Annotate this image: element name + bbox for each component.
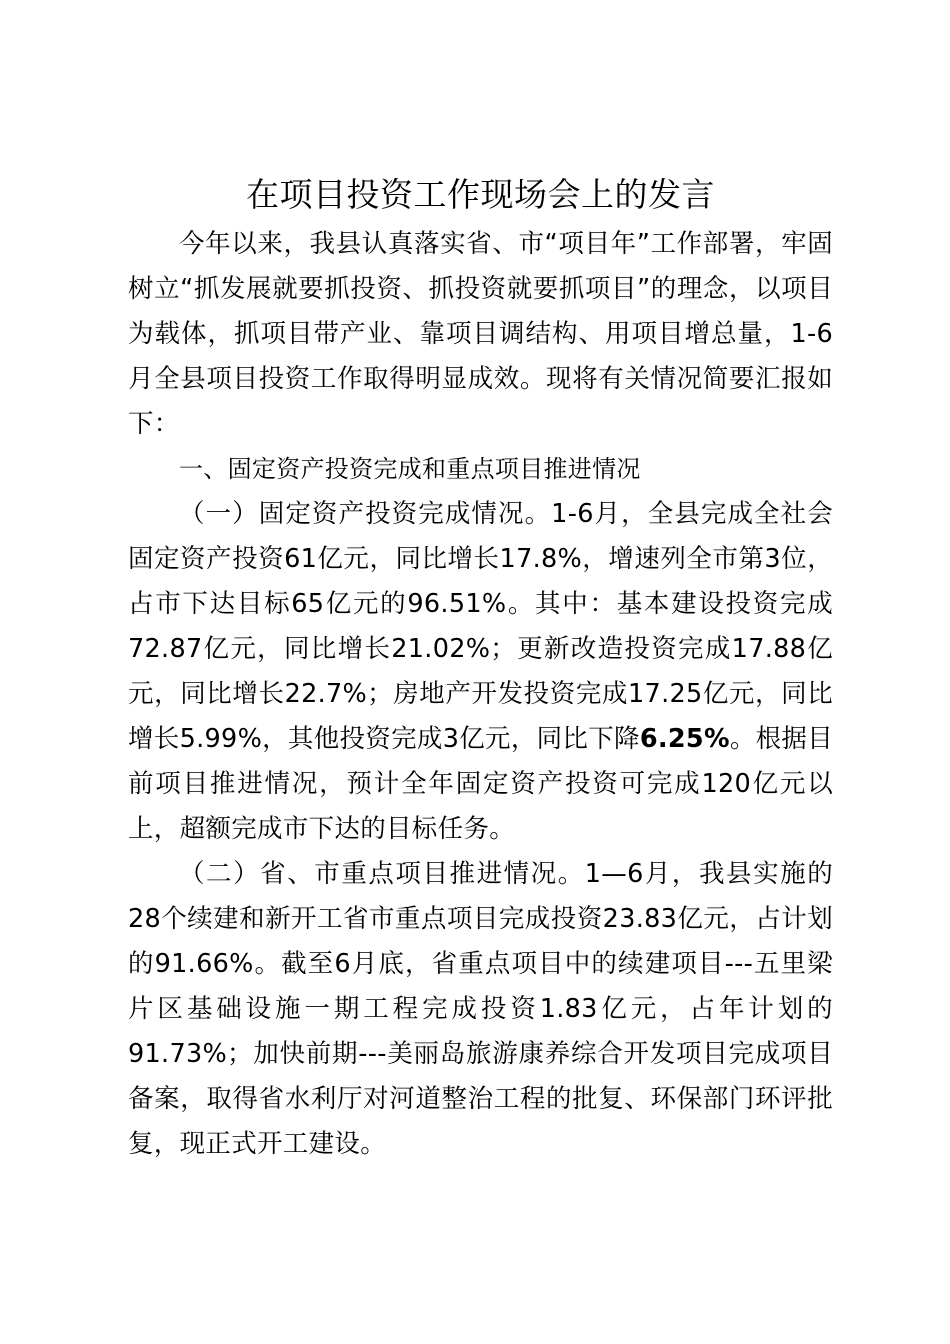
intro-paragraph: 今年以来，我县认真落实省、市“项目年”工作部署，牢固树立“抓发展就要抓投资、抓投资就要抓项目”的理念，以项目为载体，抓项目带产业、靠项目调结构、用项目增总量，1-6月全县项目投资工作取得明显成效。现将有关情况简要汇报如下：	[128, 229, 833, 439]
bold-figure: 6.25%	[639, 724, 730, 754]
paragraph-text: 。根据目前项目推进情况，预计全年固定资产投资可完成120亿元以上，超额完成市下达的目标任务。	[128, 724, 834, 844]
fixed-asset-investment-paragraph	[128, 492, 833, 852]
key-projects-paragraph: （二）省、市重点项目推进情况。1—6月，我县实施的28个续建和新开工省市重点项目完成投资23.83亿元，占计划的91.66%。截至6月底，省重点项目中的续建项目---五里梁片区基础设施一期工程完成投资1.83亿元，占年计划的91.73%；加快前期---美丽岛旅游康养综合开发项目完成项目备案，取得省水利厅对河道整治工程的批复、环保部门环评批复，现正式开工建设。	[128, 859, 833, 1159]
section-heading-1: 一、固定资产投资完成和重点项目推进情况	[179, 455, 641, 483]
document-title: 在项目投资工作现场会上的发言	[246, 175, 715, 214]
paragraph-text: （一）固定资产投资完成情况。1-6月，全县完成全社会固定资产投资61亿元，同比增长17.8%，增速列全市第3位，占市下达目标65亿元的96.51%。其中：基本建设投资完成72.87亿元，同比增长21.02%；更新改造投资完成17.88亿元，同比增长22.7%；房地产开发投资完成17.25亿元，同比增长5.99%，其他投资完成3亿元，同比下降	[128, 499, 833, 754]
document-page	[128, 170, 833, 1167]
